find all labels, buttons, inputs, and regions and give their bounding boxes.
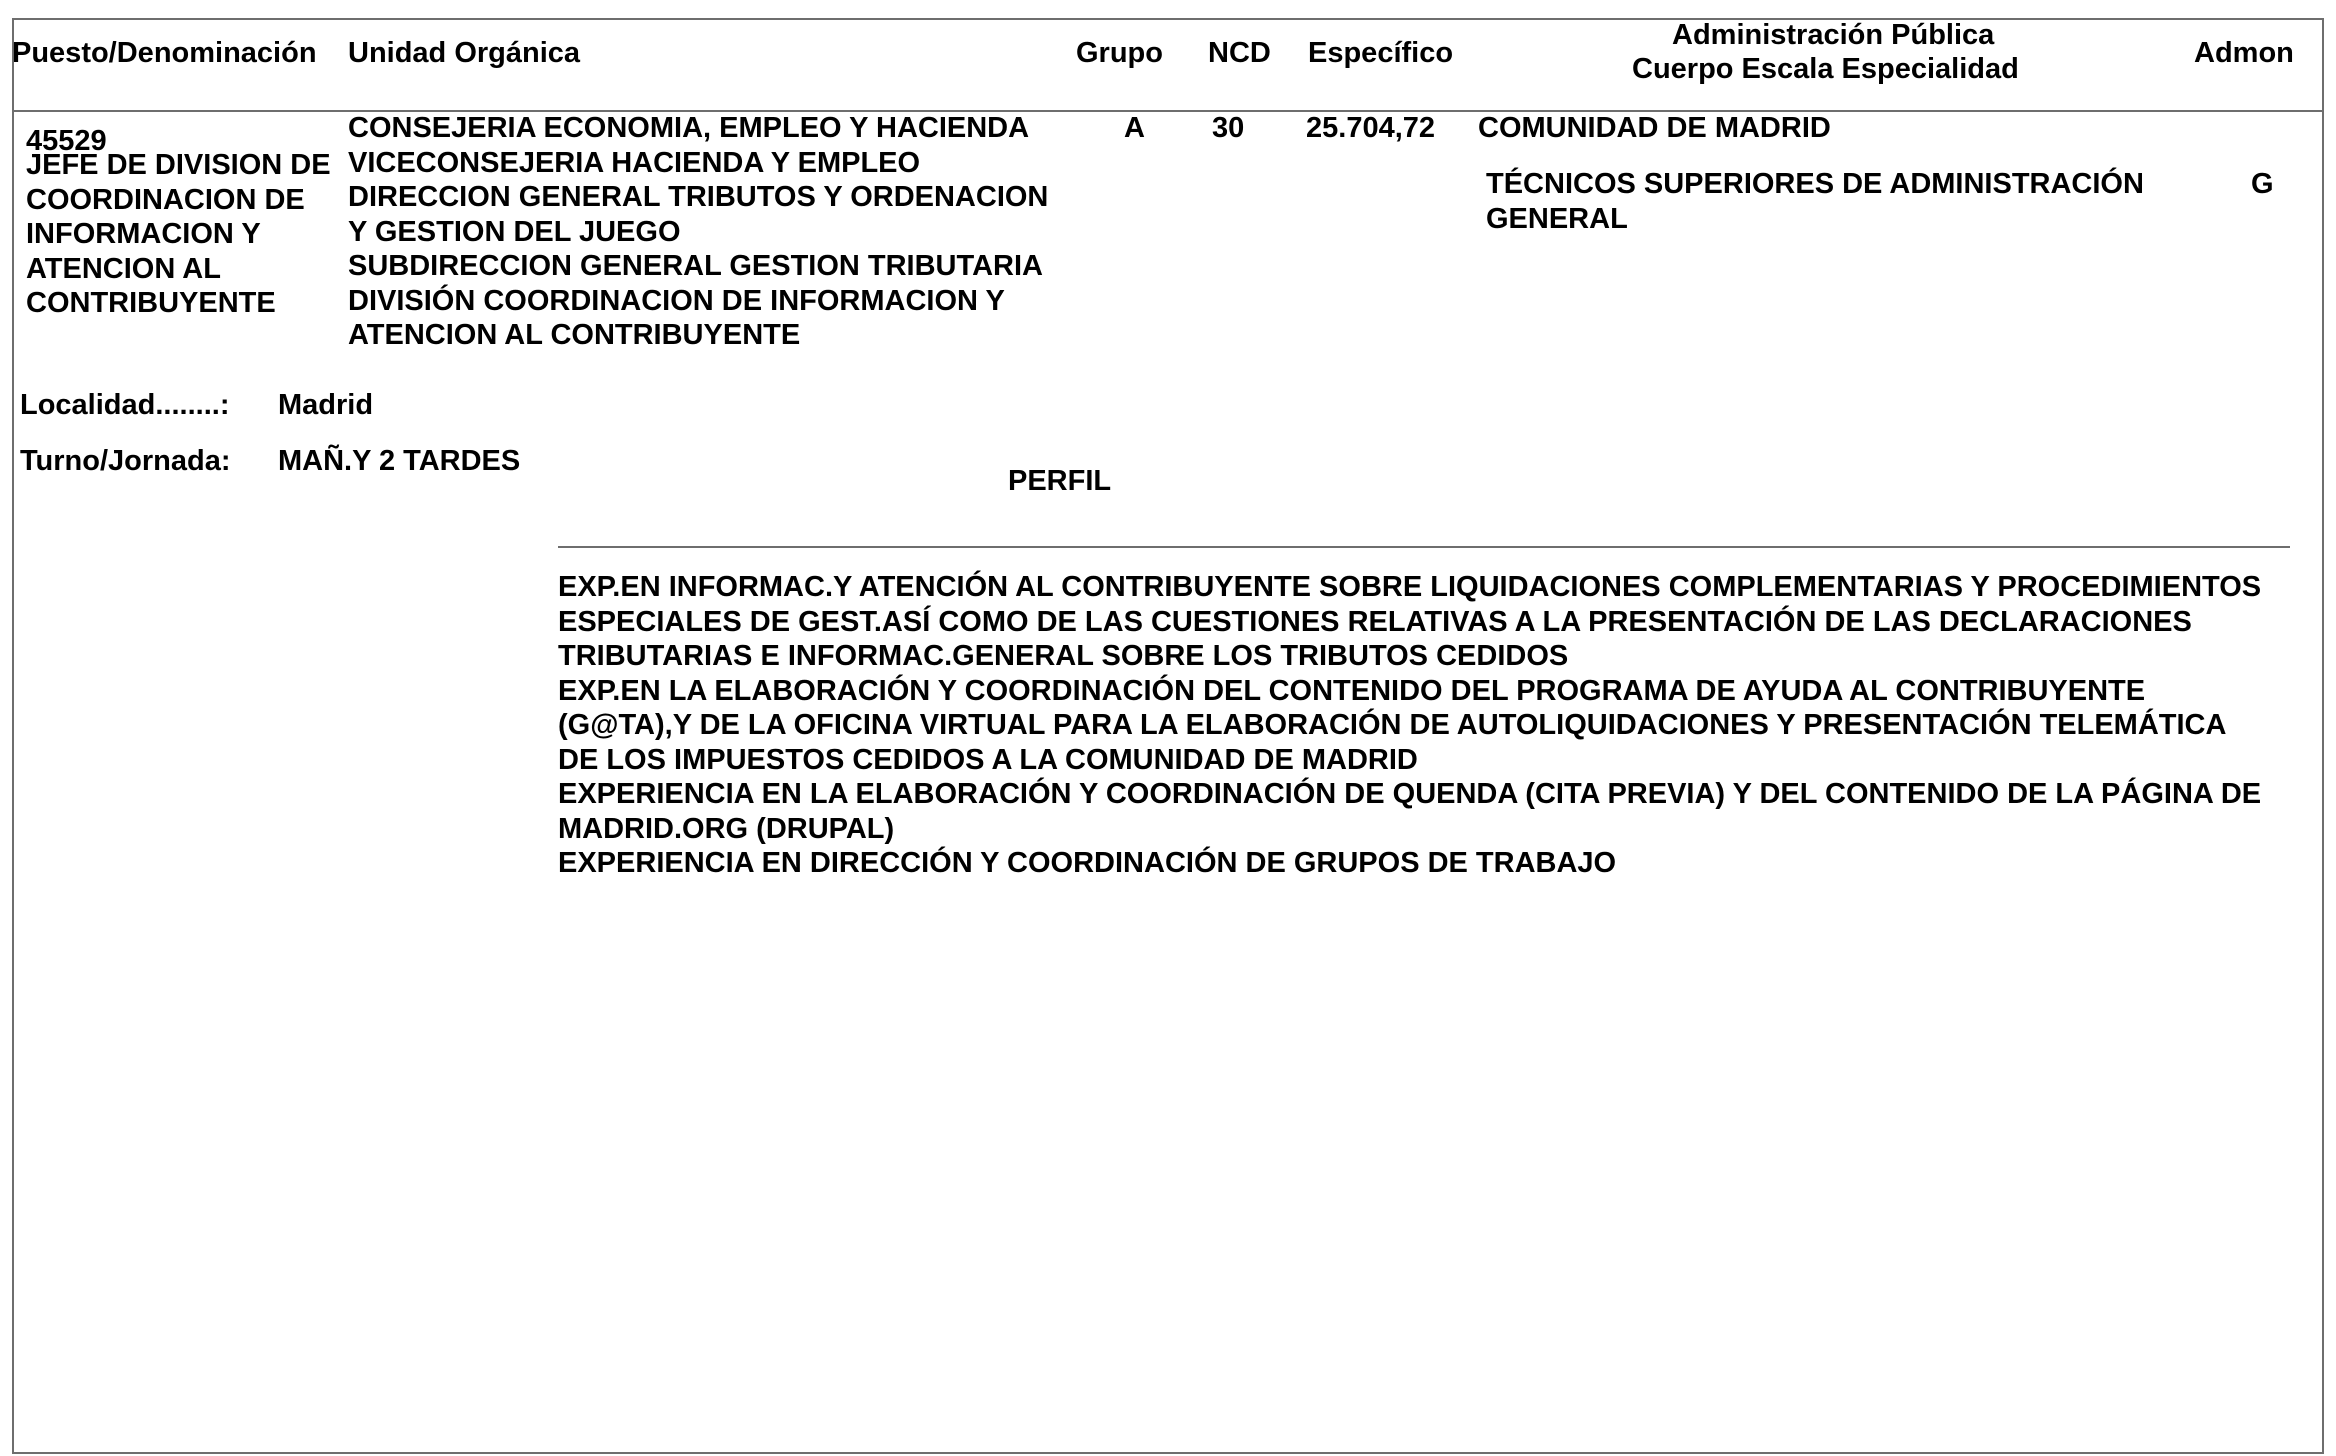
perfil-text: EXP.EN INFORMAC.Y ATENCIÓN AL CONTRIBUYENTE SOBRE LIQUIDACIONES COMPLEMENTARIAS Y PROCEDIMIENTOS ESPECIALES DE GEST.ASÍ COMO DE LAS CUESTIONES RELATIVAS A LA PRESENTACIÓN DE LAS DECLARACIONES TRIBUTARIAS E INFORMAC.GENERAL SOBRE LOS TRIBUTOS CEDIDOS EXP.EN LA ELABORACIÓN Y COORDINACIÓN DEL CONTENIDO DEL PROGRAMA DE AYUDA AL CONTRIBUYENTE (G@TA),Y DE LA OFICINA VIRTUAL PARA LA ELABORACIÓN DE AUTOLIQUIDACIONES Y PRESENTACIÓN TELEMÁTICA DE LOS IMPUESTOS CEDIDOS A LA COMUNIDAD DE MADRID EXPERIENCIA EN LA ELABORACIÓN Y COORDINACIÓN DE QUENDA (CITA PREVIA) Y DEL CONTENIDO DE LA PÁGINA DE MADRID.ORG (DRUPAL) EXPERIENCIA EN DIRECCIÓN Y COORDINACIÓN DE GRUPOS DE TRABAJO bbox=[558, 571, 2262, 879]
record-grupo: A bbox=[1124, 112, 1145, 144]
turno-value: MAÑ.Y 2 TARDES bbox=[278, 445, 521, 477]
record-unidad-organica: CONSEJERIA ECONOMIA, EMPLEO Y HACIENDA VICECONSEJERIA HACIENDA Y EMPLEO DIRECCION GENERAL TRIBUTOS Y ORDENACION Y GESTION DEL JUEGO SUBDIRECCION GENERAL GESTION TRIBUTARIA DIVISIÓN COORDINACION DE INFORMACION Y ATENCION AL CONTRIBUYENTE bbox=[348, 112, 1049, 351]
turno-label: Turno/Jornada: bbox=[20, 445, 231, 477]
perfil-title: PERFIL bbox=[1008, 465, 1112, 497]
localidad-value: Madrid bbox=[278, 389, 374, 421]
record-admon: G bbox=[2251, 168, 2274, 200]
header-ncd: NCD bbox=[1208, 37, 1271, 69]
record-codigo: 45529 bbox=[26, 125, 107, 157]
record-ncd: 30 bbox=[1212, 112, 1245, 144]
header-cuerpo-escala: Cuerpo Escala Especialidad bbox=[1632, 53, 2019, 85]
header-administracion-publica: Administración Pública bbox=[1672, 19, 1995, 51]
header-unidad: Unidad Orgánica bbox=[348, 37, 581, 69]
record-denominacion: JEFE DE DIVISION DE COORDINACION DE INFORMACION Y ATENCION AL CONTRIBUYENTE bbox=[26, 149, 331, 319]
perfil-divider bbox=[558, 546, 2290, 548]
header-puesto: Puesto/Denominación bbox=[12, 37, 317, 69]
record-especifico: 25.704,72 bbox=[1306, 112, 1436, 144]
header-especifico: Específico bbox=[1308, 37, 1454, 69]
header-admon: Admon bbox=[2194, 37, 2294, 69]
record-administracion: COMUNIDAD DE MADRID bbox=[1478, 112, 1831, 144]
header-grupo: Grupo bbox=[1076, 37, 1163, 69]
localidad-label: Localidad........: bbox=[20, 389, 230, 421]
record-cuerpo: TÉCNICOS SUPERIORES DE ADMINISTRACIÓN GENERAL bbox=[1486, 168, 2144, 235]
